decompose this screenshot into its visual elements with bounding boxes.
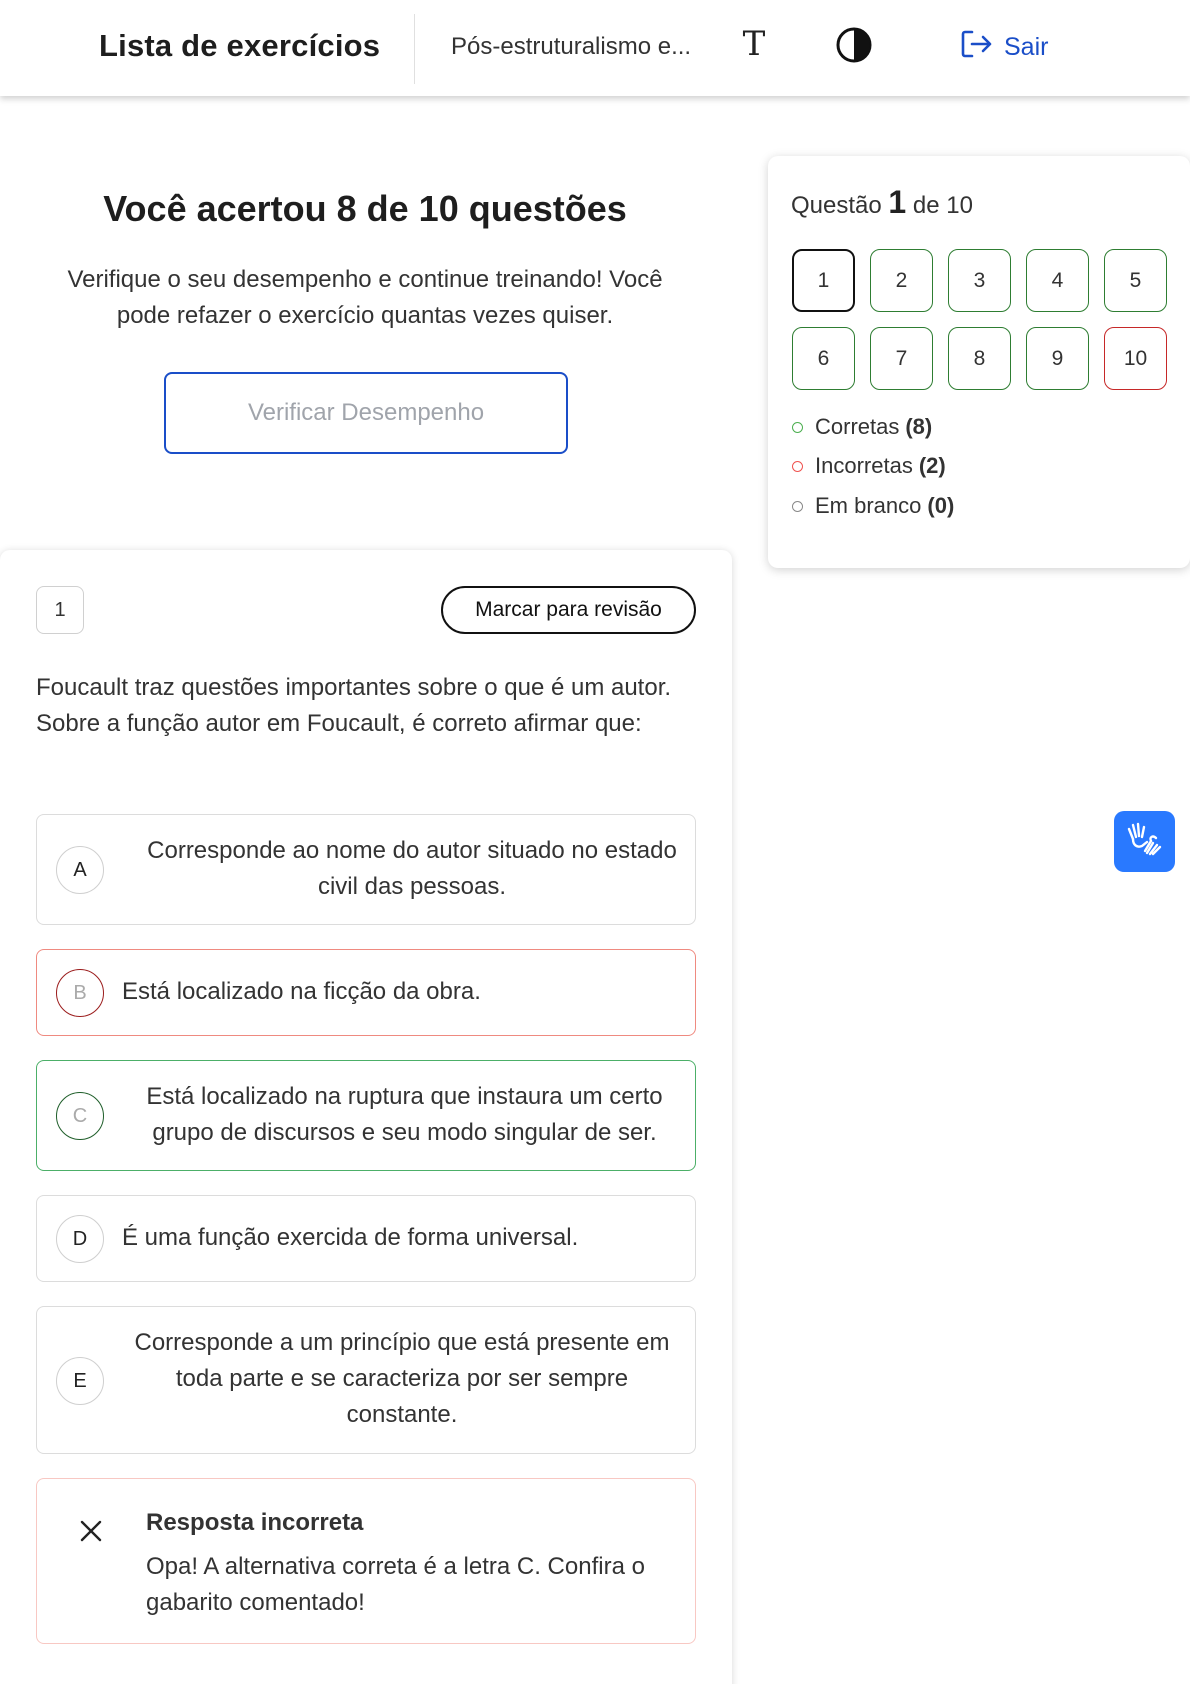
header-divider (414, 14, 415, 84)
option-text: É uma função exercida de forma universal. (122, 1224, 579, 1251)
logout-icon (960, 28, 994, 67)
verify-performance-button[interactable]: Verificar Desempenho (164, 372, 568, 454)
legend-correct-count: (8) (905, 414, 933, 439)
result-description: Verifique o seu desempenho e continue treinando! Você pode refazer o exercício quantas vezes quiser. (67, 266, 663, 329)
question-button-5[interactable]: 5 (1104, 249, 1167, 312)
contrast-icon[interactable] (834, 25, 874, 65)
subject-title[interactable]: Pós-estruturalismo e... (451, 33, 692, 60)
logout-button[interactable] (960, 28, 1048, 67)
question-button-1[interactable]: 1 (792, 249, 855, 312)
question-button-4[interactable]: 4 (1026, 249, 1089, 312)
legend-blank (792, 493, 954, 519)
question-counter-suffix: de 10 (912, 192, 973, 219)
option-d[interactable] (36, 1195, 696, 1282)
mark-for-review-button[interactable]: Marcar para revisão (441, 586, 696, 634)
legend-correct (792, 414, 932, 440)
option-text: Está localizado na ruptura que instaura um certo grupo de discursos e seu modo singular de ser. (146, 1083, 663, 1146)
question-card (0, 550, 732, 1684)
question-counter (791, 184, 973, 221)
option-letter: C (56, 1092, 104, 1140)
question-button-2[interactable]: 2 (870, 249, 933, 312)
option-text: Corresponde ao nome do autor situado no estado civil das pessoas. (147, 837, 677, 900)
question-navigator (768, 156, 1190, 568)
option-letter: E (56, 1357, 104, 1405)
option-e[interactable] (36, 1306, 696, 1454)
question-button-9[interactable]: 9 (1026, 327, 1089, 390)
question-button-8[interactable]: 8 (948, 327, 1011, 390)
legend-correct-label: Corretas (815, 414, 900, 439)
logout-label: Sair (1004, 33, 1049, 61)
page-title: Lista de exercícios (99, 28, 381, 63)
question-button-7[interactable]: 7 (870, 327, 933, 390)
legend-blank-count: (0) (927, 493, 955, 518)
question-button-3[interactable]: 3 (948, 249, 1011, 312)
close-icon (77, 1517, 105, 1545)
option-letter: B (56, 969, 104, 1017)
legend-incorrect-dot (792, 461, 803, 472)
question-number-badge: 1 (36, 586, 84, 634)
option-letter: D (56, 1215, 104, 1263)
legend-incorrect (792, 453, 946, 479)
question-statement: Foucault traz questões importantes sobre o que é um autor. Sobre a função autor em Foucault, é correto afirmar que: (36, 674, 672, 737)
option-b[interactable] (36, 949, 696, 1036)
question-button-6[interactable]: 6 (792, 327, 855, 390)
legend-incorrect-count: (2) (918, 453, 946, 478)
option-letter: A (56, 846, 104, 894)
option-text: Corresponde a um princípio que está presente em toda parte e se caracteriza por ser sempre constante. (134, 1329, 670, 1428)
legend-blank-dot (792, 501, 803, 512)
option-text: Está localizado na ficção da obra. (122, 978, 481, 1005)
legend-incorrect-label: Incorretas (815, 453, 913, 478)
feedback-text: Opa! A alternativa correta é a letra C. Confira o gabarito comentado! (146, 1553, 645, 1616)
result-title: Você acertou 8 de 10 questões (103, 188, 627, 229)
answer-feedback (36, 1478, 696, 1644)
question-counter-current: 1 (888, 184, 907, 220)
sign-language-button[interactable] (1114, 811, 1175, 872)
sign-language-hands-icon (1125, 819, 1165, 864)
option-c[interactable] (36, 1060, 696, 1171)
question-button-10[interactable]: 10 (1104, 327, 1167, 390)
legend-correct-dot (792, 422, 803, 433)
top-header (0, 0, 1190, 96)
text-size-icon[interactable]: T (742, 24, 766, 64)
question-counter-prefix: Questão (791, 192, 882, 219)
option-a[interactable] (36, 814, 696, 925)
legend-blank-label: Em branco (815, 493, 922, 518)
feedback-title: Resposta incorreta (146, 1509, 364, 1536)
